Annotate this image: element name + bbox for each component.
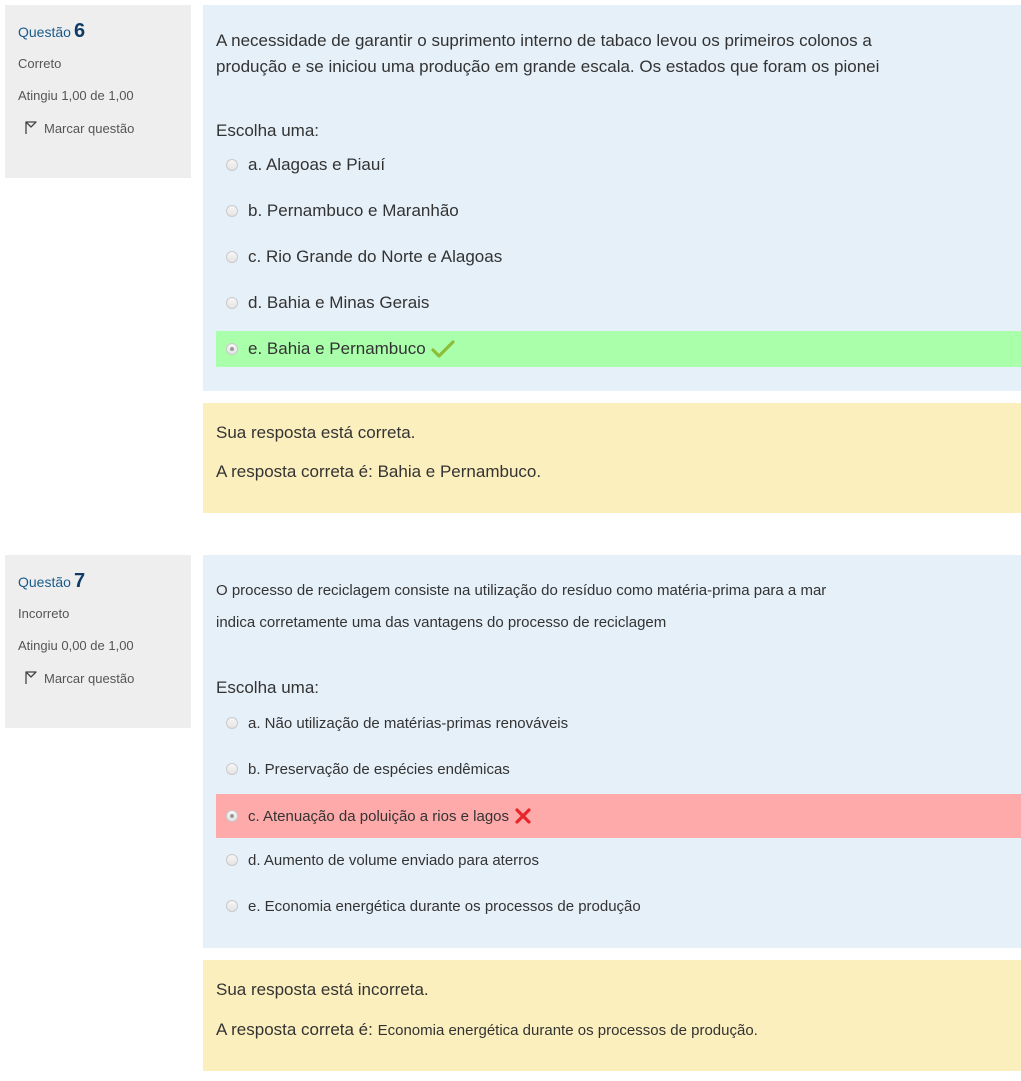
feedback-status: Sua resposta está incorreta. — [216, 980, 429, 999]
question-formulation — [203, 5, 1021, 391]
answer-option-e[interactable]: e. Bahia e Pernambuco — [216, 331, 1021, 367]
answer-option-e[interactable]: e. Economia energética durante os processos de produção — [216, 888, 1021, 924]
question-formulation — [203, 555, 1021, 948]
flag-question-button[interactable] — [18, 119, 191, 139]
question-text: O processo de reciclagem consiste na utilização do resíduo como matéria-prima para a mar indica corretamente uma das vantagens do processo de reciclagem — [216, 582, 827, 631]
radio-icon[interactable] — [226, 159, 238, 171]
radio-icon[interactable] — [226, 854, 238, 866]
feedback-box — [203, 403, 1021, 513]
question-grade: Atingiu 1,00 de 1,00 — [18, 88, 134, 103]
radio-icon[interactable] — [226, 900, 238, 912]
question-grade: Atingiu 0,00 de 1,00 — [18, 638, 134, 653]
question-state: Incorreto — [18, 606, 70, 621]
answer-prompt: Escolha uma: — [216, 121, 319, 140]
radio-icon[interactable] — [226, 763, 238, 775]
answer-option-b[interactable]: b. Preservação de espécies endêmicas — [216, 751, 1021, 787]
correct-answer: A resposta correta é: Bahia e Pernambuco. — [216, 462, 542, 481]
answer-option-b[interactable]: b. Pernambuco e Maranhão — [216, 193, 1021, 229]
answer-option-a[interactable]: a. Não utilização de matérias-primas renováveis — [216, 705, 1021, 741]
feedback-box — [203, 960, 1021, 1071]
radio-icon[interactable] — [226, 343, 238, 355]
question-info — [5, 555, 191, 728]
flag-question-button[interactable] — [18, 669, 191, 689]
radio-icon[interactable] — [226, 717, 238, 729]
radio-icon[interactable] — [226, 251, 238, 263]
answer-option-a[interactable]: a. Alagoas e Piauí — [216, 147, 1021, 183]
answer-option-d[interactable]: d. Bahia e Minas Gerais — [216, 285, 1021, 321]
cross-icon — [514, 807, 532, 825]
question-text: A necessidade de garantir o suprimento interno de tabaco levou os primeiros colonos a produção e se iniciou uma produção em grande escala. Os estados que foram os pionei — [216, 31, 880, 76]
feedback-status: Sua resposta está correta. — [216, 423, 416, 442]
flag-icon — [24, 671, 38, 685]
answer-prompt: Escolha uma: — [216, 678, 319, 697]
radio-icon[interactable] — [226, 205, 238, 217]
checkmark-icon — [431, 339, 455, 359]
answer-option-c[interactable]: c. Atenuação da poluição a rios e lagos — [216, 794, 1021, 838]
flag-label: Marcar questão — [44, 671, 135, 686]
radio-icon[interactable] — [226, 297, 238, 309]
flag-icon — [24, 121, 38, 135]
question-number: Questão 7 — [18, 570, 86, 592]
correct-answer: A resposta correta é: Economia energética durante os processos de produção. — [216, 1020, 758, 1039]
answer-option-c[interactable]: c. Rio Grande do Norte e Alagoas — [216, 239, 1021, 275]
question-info — [5, 5, 191, 178]
question-state: Correto — [18, 56, 62, 71]
answer-option-d[interactable]: d. Aumento de volume enviado para aterros — [216, 842, 1021, 878]
question-number: Questão 6 — [18, 20, 86, 42]
flag-label: Marcar questão — [44, 121, 135, 136]
radio-icon[interactable] — [226, 810, 238, 822]
